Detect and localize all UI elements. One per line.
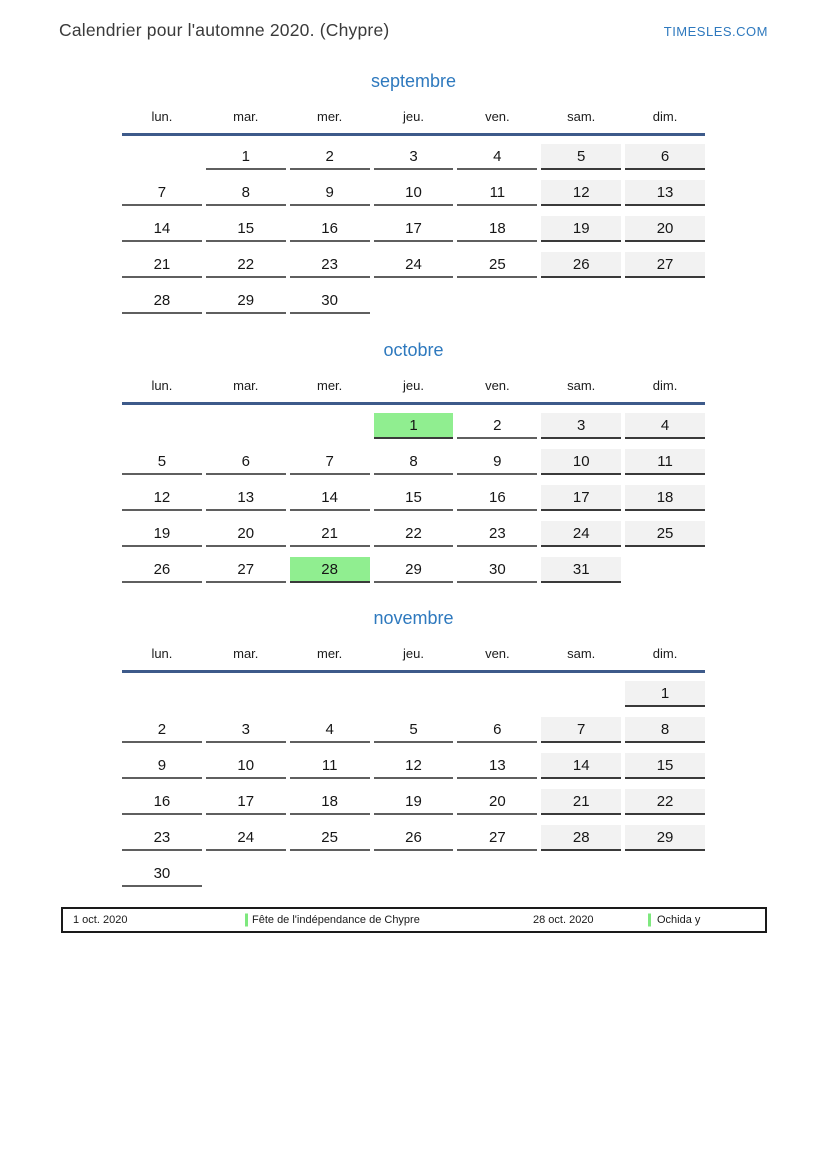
day-cell-empty: [541, 861, 621, 887]
day-cell: 6: [206, 449, 286, 475]
day-cell-empty: [290, 413, 370, 439]
day-cell: 18: [625, 485, 705, 511]
day-cell: 12: [122, 485, 202, 511]
day-cell: 12: [541, 180, 621, 206]
holiday-legend: [61, 907, 767, 933]
day-cell: 14: [290, 485, 370, 511]
day-cell: 27: [206, 557, 286, 583]
day-cell: 10: [374, 180, 454, 206]
day-cell: 12: [374, 753, 454, 779]
day-cell: 8: [374, 449, 454, 475]
day-cell: 22: [206, 252, 286, 278]
day-cell-empty: [290, 861, 370, 887]
day-cell: 2: [122, 717, 202, 743]
day-cell: 7: [541, 717, 621, 743]
day-cell: 26: [541, 252, 621, 278]
weekday-label: dim.: [652, 378, 678, 393]
day-cell: 6: [625, 144, 705, 170]
day-cell: 9: [290, 180, 370, 206]
day-cell: 27: [457, 825, 537, 851]
weekday-label: lun.: [151, 109, 173, 124]
day-cell: 10: [206, 753, 286, 779]
day-cell: 30: [290, 288, 370, 314]
weekday-label: mar.: [233, 646, 259, 661]
day-cell: 18: [457, 216, 537, 242]
day-cell: 30: [122, 861, 202, 887]
day-cell: 11: [290, 753, 370, 779]
month-title: novembre: [373, 608, 454, 628]
day-cell: 4: [290, 717, 370, 743]
weekday-label: ven.: [485, 646, 510, 661]
day-cell: 25: [457, 252, 537, 278]
weekday-label: dim.: [652, 646, 678, 661]
weekday-label: sam.: [567, 646, 596, 661]
legend-date-2: 28 oct. 2020: [533, 914, 594, 926]
day-cell: 1: [374, 413, 454, 439]
day-cell: 28: [290, 557, 370, 583]
day-cell: 26: [374, 825, 454, 851]
header-rule: [122, 133, 705, 136]
day-cell: 23: [122, 825, 202, 851]
day-cell: 30: [457, 557, 537, 583]
weekday-header-row: [122, 109, 705, 124]
day-cell: 23: [290, 252, 370, 278]
day-grid: [122, 144, 705, 314]
day-cell-empty: [122, 413, 202, 439]
day-cell: 6: [457, 717, 537, 743]
weekday-label: mar.: [233, 109, 259, 124]
day-cell: 16: [457, 485, 537, 511]
day-cell: 17: [374, 216, 454, 242]
day-cell: 3: [541, 413, 621, 439]
day-cell: 9: [457, 449, 537, 475]
day-cell: 29: [206, 288, 286, 314]
day-cell: 28: [541, 825, 621, 851]
weekday-label: mer.: [316, 378, 343, 393]
day-cell: 27: [625, 252, 705, 278]
day-cell-empty: [374, 681, 454, 707]
weekday-label: lun.: [151, 646, 173, 661]
day-cell: 20: [457, 789, 537, 815]
weekday-label: ven.: [485, 109, 510, 124]
day-cell-empty: [206, 413, 286, 439]
day-cell-empty: [206, 861, 286, 887]
day-cell: 2: [457, 413, 537, 439]
day-cell-empty: [457, 681, 537, 707]
day-cell: 15: [206, 216, 286, 242]
day-cell: 7: [290, 449, 370, 475]
legend-label-1: Fête de l'indépendance de Chypre: [252, 914, 420, 926]
weekday-label: mer.: [316, 646, 343, 661]
day-cell-empty: [541, 288, 621, 314]
weekday-label: mar.: [233, 378, 259, 393]
holiday-marker-icon: [648, 914, 651, 927]
day-cell: 5: [374, 717, 454, 743]
day-cell: 11: [457, 180, 537, 206]
day-cell: 21: [541, 789, 621, 815]
day-cell: 5: [122, 449, 202, 475]
day-cell: 22: [374, 521, 454, 547]
day-cell-empty: [457, 861, 537, 887]
legend-label-2: Ochida y: [657, 914, 701, 926]
day-cell: 24: [374, 252, 454, 278]
day-cell: 17: [541, 485, 621, 511]
weekday-header-row: [122, 646, 705, 661]
day-cell: 11: [625, 449, 705, 475]
day-cell: 3: [374, 144, 454, 170]
day-cell: 24: [541, 521, 621, 547]
weekday-label: jeu.: [403, 109, 424, 124]
day-cell: 19: [122, 521, 202, 547]
day-cell: 3: [206, 717, 286, 743]
day-cell: 28: [122, 288, 202, 314]
day-cell: 29: [374, 557, 454, 583]
day-cell: 1: [625, 681, 705, 707]
day-cell-empty: [290, 681, 370, 707]
day-grid: [122, 413, 705, 583]
day-cell: 15: [374, 485, 454, 511]
day-cell: 10: [541, 449, 621, 475]
day-cell-empty: [625, 861, 705, 887]
day-cell: 20: [625, 216, 705, 242]
day-cell: 1: [206, 144, 286, 170]
day-cell: 15: [625, 753, 705, 779]
weekday-label: sam.: [567, 109, 596, 124]
day-cell: 8: [625, 717, 705, 743]
day-cell-empty: [541, 681, 621, 707]
day-cell-empty: [122, 681, 202, 707]
day-cell-empty: [374, 288, 454, 314]
day-cell: 19: [374, 789, 454, 815]
day-cell: 14: [541, 753, 621, 779]
day-cell: 26: [122, 557, 202, 583]
day-cell: 31: [541, 557, 621, 583]
holiday-marker-icon: [245, 914, 248, 927]
month-title: octobre: [383, 340, 444, 360]
day-cell: 21: [290, 521, 370, 547]
day-cell: 20: [206, 521, 286, 547]
weekday-label: jeu.: [403, 646, 424, 661]
day-cell: 16: [122, 789, 202, 815]
day-cell: 14: [122, 216, 202, 242]
legend-date-1: 1 oct. 2020: [73, 914, 128, 926]
day-cell: 29: [625, 825, 705, 851]
day-cell: 21: [122, 252, 202, 278]
weekday-header-row: [122, 378, 705, 393]
day-cell-empty: [625, 288, 705, 314]
day-cell: 17: [206, 789, 286, 815]
day-cell-empty: [374, 861, 454, 887]
day-cell: 4: [625, 413, 705, 439]
day-cell: 2: [290, 144, 370, 170]
page-title: Calendrier pour l'automne 2020. (Chypre): [59, 20, 390, 40]
day-cell: 7: [122, 180, 202, 206]
day-cell-empty: [122, 144, 202, 170]
day-cell: 24: [206, 825, 286, 851]
day-cell: 8: [206, 180, 286, 206]
day-cell: 19: [541, 216, 621, 242]
header-rule: [122, 670, 705, 673]
day-cell: 9: [122, 753, 202, 779]
day-cell-empty: [457, 288, 537, 314]
weekday-label: lun.: [151, 378, 173, 393]
day-cell: 13: [457, 753, 537, 779]
weekday-label: jeu.: [403, 378, 424, 393]
day-cell: 4: [457, 144, 537, 170]
month-title: septembre: [370, 71, 457, 91]
weekday-label: sam.: [567, 378, 596, 393]
weekday-label: ven.: [485, 378, 510, 393]
day-cell-empty: [625, 557, 705, 583]
day-grid: [122, 681, 705, 887]
day-cell: 25: [625, 521, 705, 547]
weekday-label: dim.: [652, 109, 678, 124]
header-rule: [122, 402, 705, 405]
weekday-label: mer.: [316, 109, 343, 124]
day-cell: 22: [625, 789, 705, 815]
day-cell: 18: [290, 789, 370, 815]
day-cell: 5: [541, 144, 621, 170]
day-cell: 23: [457, 521, 537, 547]
day-cell: 25: [290, 825, 370, 851]
day-cell: 16: [290, 216, 370, 242]
day-cell: 13: [625, 180, 705, 206]
day-cell: 13: [206, 485, 286, 511]
site-link[interactable]: TIMESLES.COM: [663, 24, 768, 39]
day-cell-empty: [206, 681, 286, 707]
